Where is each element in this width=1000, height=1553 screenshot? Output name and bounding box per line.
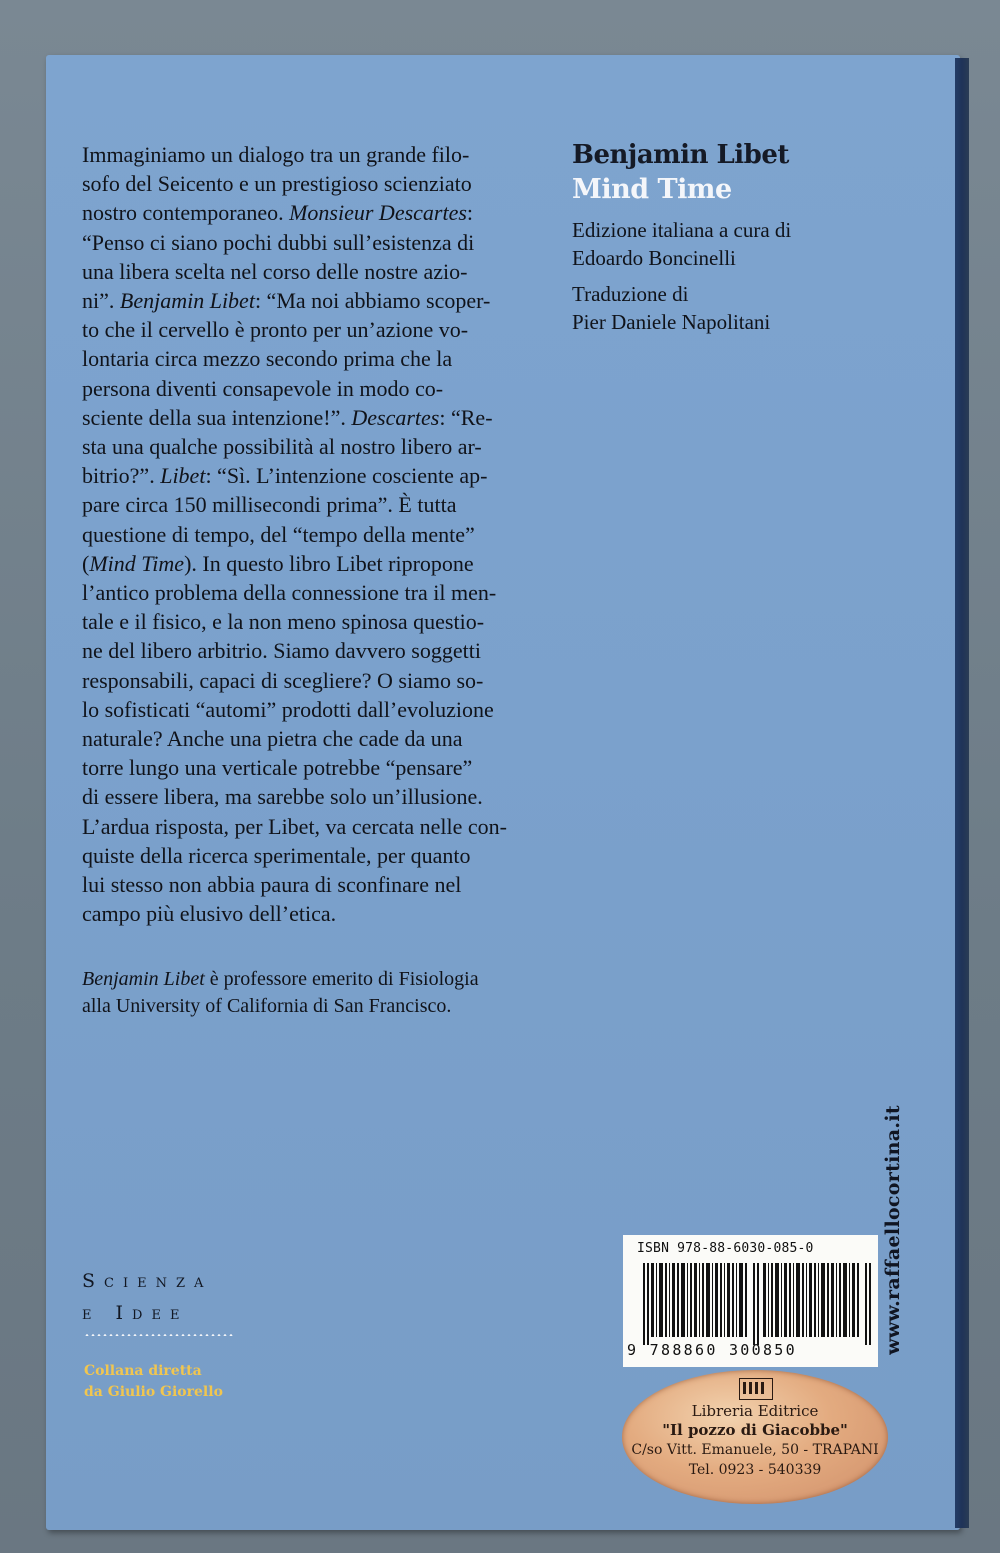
blurb-line	[82, 403, 552, 432]
blurb-fragment: ni”.	[82, 288, 120, 314]
series-editor-line: da Giulio Giorello	[84, 1384, 223, 1400]
isbn-barcode-label	[623, 1235, 878, 1367]
blurb-line: naturale? Anche una pietra che cade da una	[82, 726, 463, 752]
barcode-graphic	[643, 1263, 873, 1345]
blurb-fragment: :	[466, 200, 474, 226]
blurb-fragment: : “Re-	[439, 404, 493, 430]
series-editor-line: Collana diretta	[84, 1363, 202, 1379]
blurb-line: to che il cervello è pronto per un’azione vo-	[82, 317, 469, 343]
author-name: Benjamin Libet	[572, 140, 789, 170]
series-name	[82, 1265, 212, 1329]
blurb-line: tale e il fisico, e la non meno spinosa questio-	[82, 609, 485, 635]
blurb-line: sofo del Seicento e un prestigioso scienziato	[82, 171, 472, 197]
bio-fragment: è professore emerito di Fisiologia	[204, 968, 479, 990]
blurb-line: lui stesso non abbia paura di sconfinare nel	[82, 872, 462, 898]
blurb-fragment: nostro contemporaneo.	[82, 200, 290, 226]
blurb-line: Immaginiamo un dialogo tra un grande filo-	[82, 142, 470, 167]
bio-author-name: Benjamin Libet	[82, 968, 205, 990]
website-text: www.raffaellocortina.it	[882, 1105, 904, 1355]
barcode-digits: 9 788860 300850	[627, 1341, 797, 1359]
blurb-line: di essere libera, ma sarebbe solo un’illusione.	[82, 784, 483, 810]
blurb-line: lontaria circa mezzo secondo prima che la	[82, 346, 453, 372]
blurb-fragment: : “Ma noi abbiamo scoper-	[254, 288, 491, 314]
blurb-text	[82, 140, 552, 928]
blurb-line	[82, 549, 552, 578]
sticker-line: "Il pozzo di Giacobbe"	[662, 1421, 848, 1439]
sticker-line: Tel. 0923 - 540339	[688, 1462, 822, 1478]
blurb-line: campo più elusivo dell’etica.	[82, 901, 337, 927]
book-title: Mind Time	[572, 174, 732, 205]
blurb-line	[82, 461, 552, 490]
series-editor	[84, 1361, 223, 1403]
blurb-fragment: ). In questo libro Libet ripropone	[184, 550, 474, 576]
blurb-line: quiste della ricerca sperimentale, per quanto	[82, 842, 471, 868]
bio-line: alla University of California di San Francisco.	[82, 995, 452, 1017]
cover-credits	[572, 138, 892, 336]
publisher-website	[878, 1095, 908, 1365]
blurb-italic: Descartes	[351, 404, 440, 430]
dotted-divider	[84, 1334, 234, 1336]
blurb-line: responsabili, capaci di scegliere? O siamo so-	[82, 667, 484, 693]
blurb-line: questione di tempo, del “tempo della mente”	[82, 521, 475, 547]
edition-line: Edizione italiana a cura di	[572, 218, 792, 242]
blurb-line: una libera scelta nel corso delle nostre azio-	[82, 258, 468, 284]
translator-name: Pier Daniele Napolitani	[572, 310, 771, 334]
blurb-line: ne del libero arbitrio. Siamo davvero soggetti	[82, 638, 481, 664]
bookshop-sticker	[622, 1370, 888, 1504]
author-bio	[82, 966, 562, 1020]
book-spine-edge	[955, 58, 969, 1528]
sticker-text	[622, 1402, 888, 1480]
blurb-fragment: bitrio?”.	[82, 463, 161, 489]
blurb-italic: Monsieur Descartes	[289, 200, 467, 226]
blurb-fragment: (	[82, 550, 90, 576]
translation-line: Traduzione di	[572, 282, 689, 306]
translation-credit	[572, 280, 892, 336]
blurb-line: persona diventi consapevole in modo co-	[82, 375, 444, 401]
edition-credit	[572, 216, 892, 272]
sticker-line: C/so Vitt. Emanuele, 50 - TRAPANI	[631, 1442, 879, 1458]
blurb-line	[82, 286, 552, 315]
bookshop-logo-icon	[739, 1378, 773, 1400]
blurb-fragment: sciente della sua intenzione!”.	[82, 404, 352, 430]
blurb-italic: Libet	[160, 463, 206, 489]
series-line: e Idee	[82, 1302, 189, 1324]
series-line: Scienza	[82, 1270, 213, 1292]
sticker-line: Libreria Editrice	[691, 1402, 819, 1420]
blurb-line	[82, 198, 552, 227]
blurb-italic: Mind Time	[89, 550, 185, 576]
blurb-line: torre lungo una verticale potrebbe “pensare”	[82, 755, 473, 781]
blurb-line: l’antico problema della connessione tra il men-	[82, 580, 497, 606]
isbn-number: ISBN 978-88-6030-085-0	[637, 1241, 814, 1256]
blurb-italic: Benjamin Libet	[119, 288, 255, 314]
bio-line	[82, 966, 562, 993]
editor-name: Edoardo Boncinelli	[572, 246, 736, 270]
blurb-fragment: : “Sì. L’intenzione cosciente ap-	[205, 463, 488, 489]
blurb-line: pare circa 150 millisecondi prima”. È tutta	[82, 492, 457, 518]
blurb-line: L’ardua risposta, per Libet, va cercata nelle con-	[82, 813, 507, 839]
blurb-line: lo sofisticati “automi” prodotti dall’evoluzione	[82, 696, 494, 722]
blurb-line: “Penso ci siano pochi dubbi sull’esistenza di	[82, 229, 475, 255]
blurb-line: sta una qualche possibilità al nostro libero ar-	[82, 434, 482, 460]
